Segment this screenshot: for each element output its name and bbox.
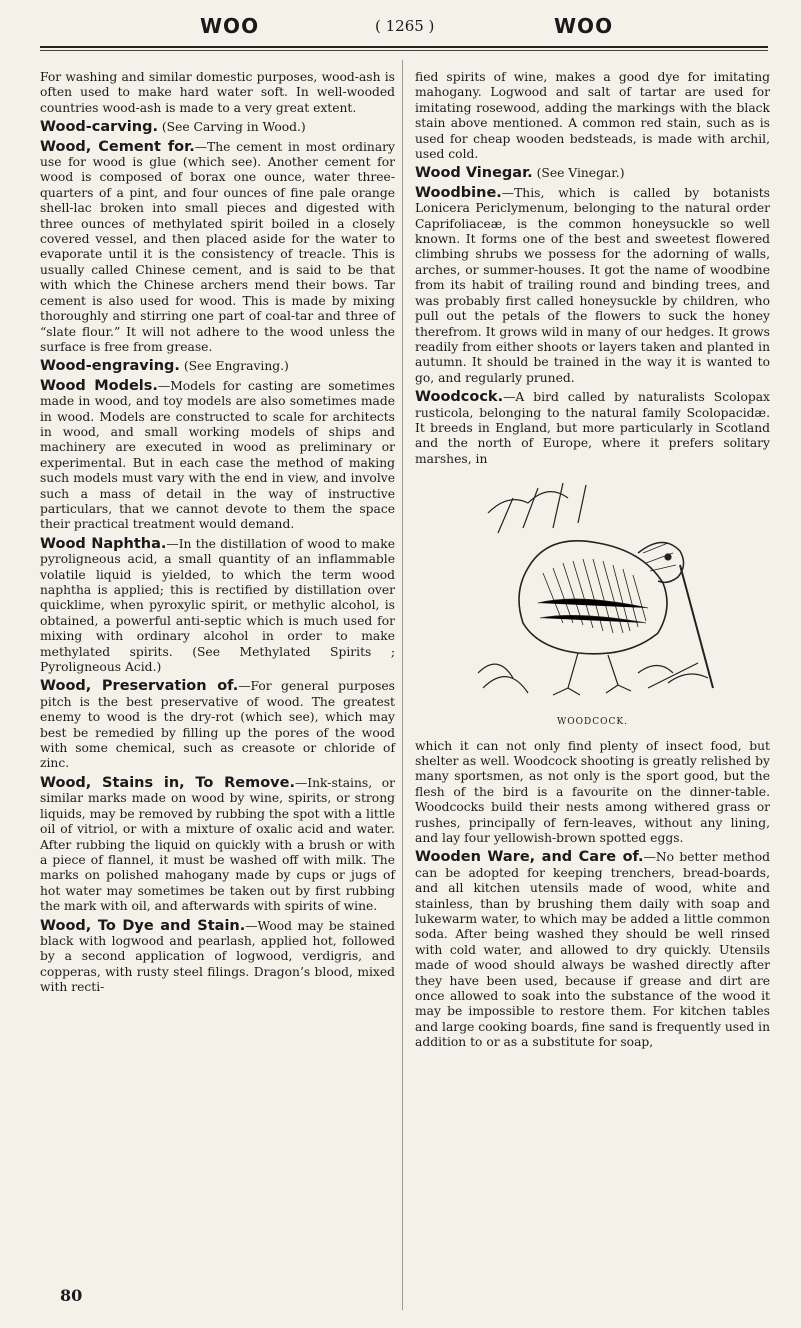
running-header — [0, 14, 801, 44]
right-column-entry — [415, 186, 770, 386]
entry-headword: Wood-carving. — [40, 119, 158, 136]
woodcock-illustration — [468, 473, 718, 713]
entry-text: For washing and similar domestic purposes, wood-ash is often used to make hard water soft. In well-wooded countries wood-ash is made to a very great extent. — [40, 70, 395, 115]
page-number: ( 1265 ) — [375, 17, 435, 35]
entry-text: —This, which is called by botanists Lonicera Periclymenum, belonging to the natural order Caprifoliaceæ, is the common honeysuckle so well known. It forms one of the best and sweetest flowered climbing shrubs we possess for the adorning of walls, arches, or summer-houses. It got the name of woodbine from its habit of trailing round and binding trees, and was probably first called honeysuckle by children, who pull out the petals of the flowers to suck the honey therefrom. It grows wild in many of our hedges. It grows readily from either shoots or layers taken and planted in autumn. It should be trained in the way it is wanted to go, and regularly pruned. — [415, 185, 770, 385]
entry-headword: Woodbine. — [415, 184, 502, 201]
left-column-entry — [40, 70, 395, 116]
woodcock-figure — [415, 473, 770, 730]
entry-text: (See Vinegar.) — [532, 166, 625, 181]
entry-headword: Wood, To Dye and Stain. — [40, 917, 246, 934]
entry-headword: Wood-engraving. — [40, 358, 180, 375]
column-divider — [402, 60, 403, 1310]
right-column-entry — [415, 166, 770, 181]
header-right-word: WOO — [554, 14, 614, 38]
entry-headword: Wood Models. — [40, 377, 158, 394]
left-column-entry — [40, 120, 395, 135]
entry-text: which it can not only find plenty of insect food, but shelter as well. Woodcock shooting is greatly relished by many sportsmen, as not only is the sport good, but the flesh of the bird is a favourite on the dinner-table. Woodcocks build their nests among withered grass or rushes, principally of fern-leaves, without any lining, and lay four yellowish-brown spotted eggs. — [415, 738, 770, 845]
left-column — [40, 70, 395, 1000]
left-column-entry — [40, 919, 395, 996]
entry-text: fied spirits of wine, makes a good dye for imitating mahogany. Logwood and salt of tartar are used for imitating rosewood, adding the markings with the black stain above mentioned. A common red stain, such as is used for cheap wooden bedsteads, is made with archil, used cold. — [415, 70, 770, 162]
right-column-entry — [415, 739, 770, 847]
entry-headword: Wood, Preservation of. — [40, 678, 239, 695]
left-column-entry — [40, 776, 395, 915]
entry-headword: Wood Vinegar. — [415, 165, 533, 182]
right-column-bottom — [415, 739, 770, 1051]
entry-headword: Wood, Stains in, To Remove. — [40, 774, 295, 791]
entry-text: (See Carving in Wood.) — [157, 120, 306, 135]
entry-headword: Wood, Cement for. — [40, 138, 195, 155]
entry-headword: Wood Naphtha. — [40, 535, 167, 552]
entry-text: —Models for casting are sometimes made in wood, and toy models are also sometimes made in wood. Models are constructed to scale for architects in wood, and small working models of ships and machinery are executed in wood as preliminary or experimental. But in each case the method of making such models must vary with the end in view, and involve such a mass of detail in the way of instructive particulars, that we cannot devote to them the space their practical treatment would demand. — [40, 378, 396, 532]
header-left-word: WOO — [200, 14, 260, 38]
entry-text: —A bird called by naturalists Scolopax rusticola, belonging to the natural family Scolopacidæ. It breeds in England, but more particularly in Scotland and the north of Europe, where it prefers solitary marshes, in — [415, 390, 770, 466]
entry-text: —In the distillation of wood to make pyroligneous acid, a small quantity of an inflammable volatile liquid is yielded, to which the term wood naphtha is applied; this is rectified by distillation over quicklime, when pyroxylic spirit, or methylic alcohol, is obtained, a powerful anti-septic which is much used for mixing with ordinary alcohol in order to make methylated spirits. (See Methylated Spirits ; Pyroligneous Acid.) — [40, 536, 395, 675]
entry-headword: Woodcock. — [415, 389, 504, 406]
entry-text: —Wood may be stained black with logwood and pearlash, applied hot, followed by a second application of logwood, verdigris, and copperas, with rusty steel filings. Dragon’s blood, mixed with recti- — [40, 918, 395, 995]
header-rule — [40, 46, 768, 48]
right-column-entry — [415, 390, 770, 467]
left-column-entry — [40, 679, 395, 771]
left-column-entry — [40, 379, 395, 533]
signature-mark: 80 — [60, 1286, 83, 1305]
right-column-entry — [415, 70, 770, 162]
entry-text: —For general purposes pitch is the best preservative of wood. The greatest enemy to wood is the dry-rot (which see), which may best be remedied by filling up the pores of the wood with some chemical, such as creasote or chloride of zinc. — [40, 679, 395, 771]
right-column-top — [415, 70, 770, 467]
entry-text: (See Engraving.) — [179, 359, 289, 374]
left-column-entry — [40, 537, 395, 676]
right-column — [415, 70, 770, 1055]
right-column-entry — [415, 850, 770, 1050]
left-column-entry — [40, 359, 395, 374]
entry-text: —The cement in most ordinary use for wood is glue (which see). Another cement for wood is composed of borax one ounce, water three-quarters of a pint, and four ounces of fine pale orange shell-lac broken into small pieces and digested with three ounces of methylated spirit boiled in a closely covered vessel, and then placed aside for the water to evaporate until it is the consistency of treacle. This is usually called Chinese cement, and is said to be that with which the Chinese archers mend their bows. Tar cement is also used for wood. This is made by mixing thoroughly and stirring one part of coal-tar and three of “slate flour.” It will not adhere to the wood unless the surface is free from grease. — [40, 139, 395, 354]
left-column-entry — [40, 140, 395, 356]
entry-headword: Wooden Ware, and Care of. — [415, 849, 644, 866]
entry-text: —No better method can be adopted for keeping trenchers, bread-boards, and all kitchen utensils made of wood, white and stainless, than by brushing them daily with soap and lukewarm water, to which may be added a little common soda. After being washed they should be well rinsed with cold water, and allowed to dry quickly. Utensils made of wood should always be washed directly after they have been used, because if grease and dirt are once allowed to soak into the substance of the wood it may be impossible to restore them. For kitchen tables and large cooking boards, fine sand is frequently used in addition to or as a substitute for soap, — [415, 850, 770, 1050]
header-rule-thin — [40, 50, 768, 51]
figure-caption: WOODCOCK. — [557, 717, 628, 728]
entry-text: —Ink-stains, or similar marks made on wood by wine, spirits, or strong liquids, may be removed by rubbing the spot with a little oil of vitriol, or with a mixture of oxalic acid and water. After rubbing the liquid on quickly with a brush or with a piece of flannel, it must be washed off with milk. The marks on polished mahogany made by cups or jugs of hot water may sometimes be taken out by first rubbing the mark with oil, and afterwards with spirits of wine. — [40, 775, 396, 914]
